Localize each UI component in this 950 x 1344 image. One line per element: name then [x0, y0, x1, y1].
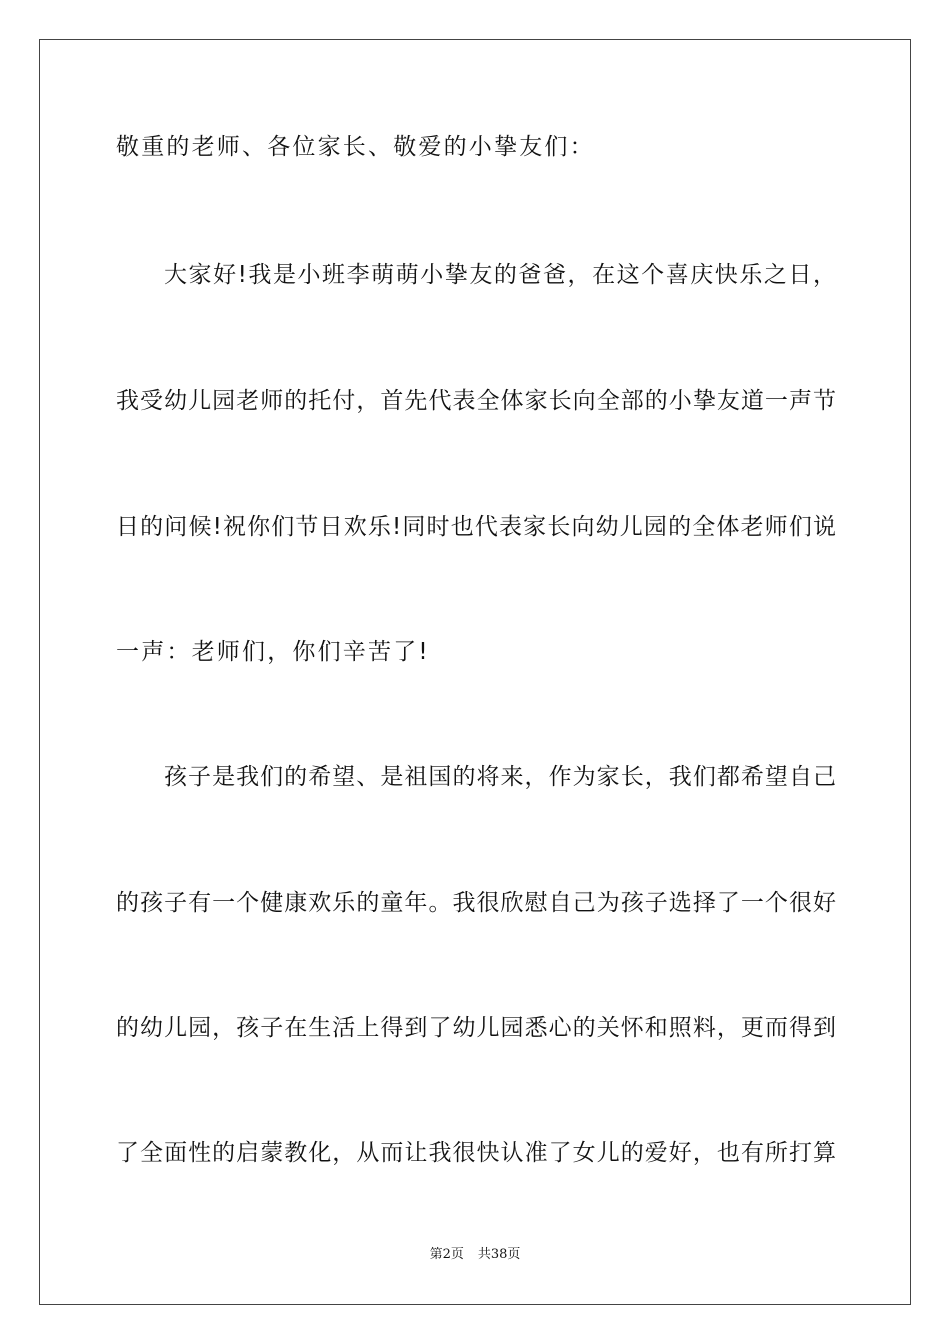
paragraph-1-line-1: 大家好!我是小班李萌萌小挚友的爸爸，在这个喜庆快乐之日，	[164, 262, 836, 288]
page-footer	[0, 1246, 950, 1264]
paragraph-2-line-4: 了全面性的启蒙教化，从而让我很快认准了女儿的爱好，也有所打算	[116, 1140, 836, 1166]
paragraph-1-line-3: 日的问候!祝你们节日欢乐!同时也代表家长向幼儿园的全体老师们说	[116, 514, 836, 540]
salutation-line: 敬重的老师、各位家长、敬爱的小挚友们：	[116, 134, 595, 160]
paragraph-2-line-3: 的幼儿园，孩子在生活上得到了幼儿园悉心的关怀和照料，更而得到	[116, 1015, 836, 1041]
paragraph-1-line-4: 一声：老师们，你们辛苦了!	[116, 639, 430, 665]
page-number: 第2页	[429, 1247, 464, 1262]
page-frame	[39, 39, 911, 1305]
paragraph-2-line-2: 的孩子有一个健康欢乐的童年。我很欣慰自己为孩子选择了一个很好	[116, 890, 836, 916]
page-total: 共38页	[477, 1247, 521, 1262]
paragraph-1-line-2: 我受幼儿园老师的托付，首先代表全体家长向全部的小挚友道一声节	[116, 388, 836, 414]
paragraph-2-line-1: 孩子是我们的希望、是祖国的将来，作为家长，我们都希望自己	[164, 764, 836, 790]
